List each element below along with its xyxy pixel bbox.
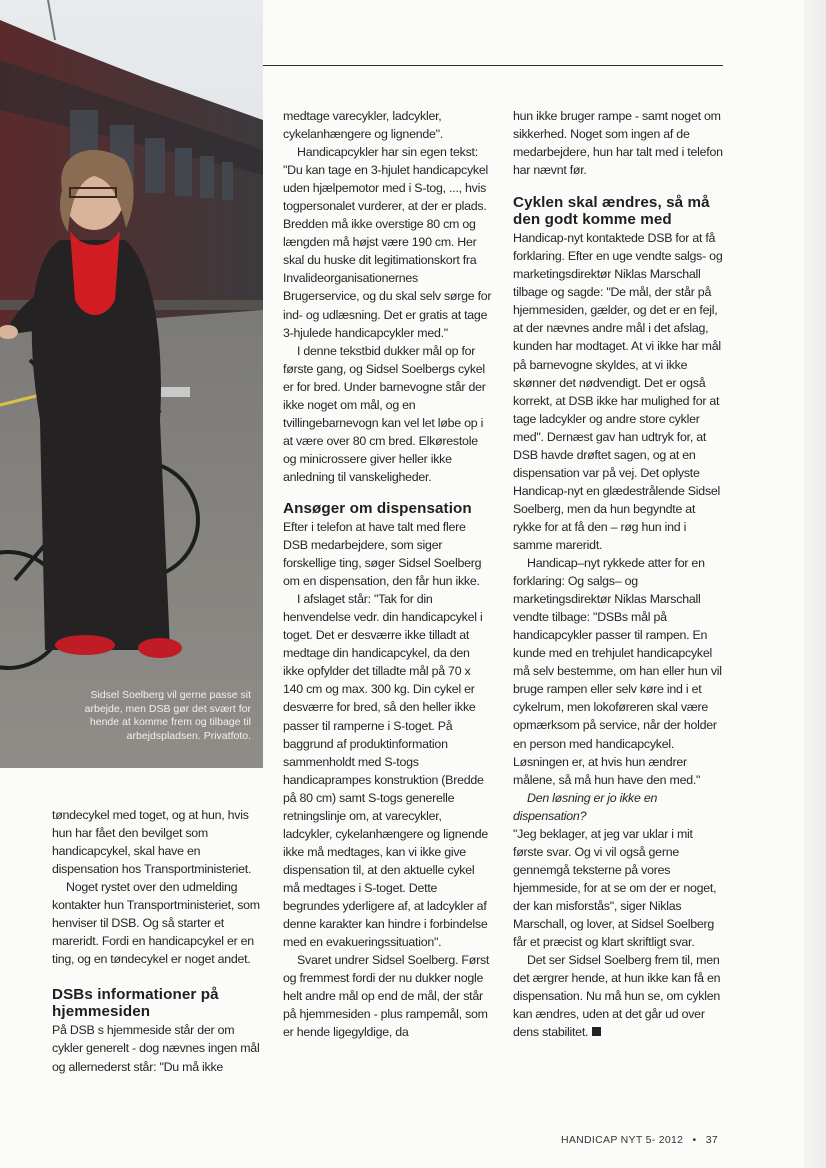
paragraph: I denne tekstbid dukker mål op for første gang, og Sidsel Soelbergs cykel er for bred. Under barnevogne står der ikke noget om mål, og en tvillingebarnevogn kan vel let løbe op i at være over 80 cm bred. Elkørestole og minicrossere giver heller ikke anledning til vanskeligheder. (283, 343, 486, 484)
caption-line: Sidsel Soelberg vil gerne passe sit (90, 689, 251, 701)
text-column-1 (52, 806, 264, 1076)
paragraph (513, 951, 726, 1041)
caption-line: arbejdspladsen. Privatfoto. (126, 729, 251, 742)
caption-line: arbejde, men DSB gør det svært for (84, 702, 251, 715)
caption-line: hende at komme frem og tilbage til (89, 716, 251, 729)
paragraph: Svaret undrer Sidsel Soelberg. Først og fremmest fordi der nu dukker nogle helt andre mål op end de mål, der står på hjemmesiden - plus rampemål, som er hende ligegyldige, da (283, 953, 490, 1040)
woman-with-bicycle-photo (0, 0, 263, 768)
paragraph: Efter i telefon at have talt med flere DSB medarbejdere, som siger forskellige ting, søger Sidsel Soelberg om en dispensation, den får hun ikke. (283, 519, 482, 589)
publication-name: HANDICAP NYT 5- 2012 (560, 1134, 684, 1146)
paragraph: Den løsning er jo ikke en dispensation? (513, 790, 658, 823)
section-heading: DSBs informationer på hjemmesiden (52, 986, 219, 1021)
paragraph: Handicapcykler har sin egen tekst: "Du kan tage en 3-hjulet handicapcykel uden hjælpemotor med i S-tog, ..., hvis togpersonalet vurderer, at der er plads. Bredden må ikke overstige 80 cm og længden må højst være 190 cm. Her skal du huske dit legitimationskort fra Invalideorganisationernes Brugerservice, og du skal selv sørge for ind- og udlæsning. Det er gratis at tage 3-hjulede handicapcykler med." (283, 145, 492, 340)
header-rule (263, 65, 723, 66)
photo-caption (16, 689, 251, 743)
page-number: 37 (705, 1134, 718, 1146)
paragraph-text: Det ser Sidsel Soelberg frem til, men det ærgrer hende, at hun ikke kan få en dispensation. Nu må hun se, om cyklen kan ændres, uden at det går ud over dens stabilitet. (513, 953, 721, 1040)
paragraph: tøndecykel med toget, og at hun, hvis hun har fået den bevilget som handicapcykel, skal have en dispensation hos Transportministeriet. (52, 808, 252, 877)
paragraph: medtage varecykler, ladcykler, cykelanhængere og lignende". (283, 109, 443, 142)
paragraph: "Jeg beklager, at jeg var uklar i mit første svar. Og vi vil også gerne gennemgå teksterne på vores hjemmeside, for at se om der er noget, der kan misforstås", siger Niklas Marschall, og lover, at Sidsel Soelberg får et præcist og klart skriftligt svar. (513, 826, 717, 950)
article-photo (0, 0, 263, 768)
paragraph: Handicap–nyt rykkede atter for en forklaring: Og salgs– og marketingsdirektør Niklas Marschall vendte tilbage: "DSBs mål på handicapcykler passer til rampen. En kunde med en trehjulet handicapcykel må selv bestemme, om han eller hun vil bruge rampen eller selv køre ind i et cykelrum, men lokoføreren skal være opmærksom på service, når der holder en person med handicapcykel. Løsningen er, at hvis hun ændrer målene, så må hun have den med." (513, 556, 722, 787)
page-edge (804, 0, 826, 1168)
paragraph: I afslaget står: "Tak for din henvendelse vedr. din handicapcykel i toget. Det er desværre ikke tilladt at medtage din handicapcykel, da den ikke opfylder det tilladte mål på 70 x 140 cm og max. 300 kg. Din cykel er desværre for bred, så den heller ikke passer til ramperne i S-toget. På baggrund af produktinformation sammenholdt med S-togs handicaprampes konstruktion (Bredde på 80 cm) samt S-togs generelle retningslinje om, at varecykler, ladcykler, cykelanhængere og lignende ikke må medtages, kan vi ikke give dispensation til, at den aktuelle cykel må medtages i S-toget. Dette begrundes yderligere af, at ladcykler af denne karakter kan hindre i forbindelse med en evakueringssituation". (283, 592, 488, 950)
section-heading: Ansøger om dispensation (283, 499, 472, 517)
page-footer (561, 1134, 718, 1146)
footer-separator: • (692, 1134, 697, 1146)
paragraph: Noget rystet over den udmelding kontakter hun Transportministeriet, som henviser til DSB. Og så starter et mareridt. Fordi en handicapcykel er en ting, og en tøndecykel er noget andet. (52, 880, 260, 967)
text-column-2 (283, 107, 492, 1041)
paragraph: På DSB s hjemmeside står der om cykler generelt - dog nævnes ingen mål og allernederst står: "Du må ikke (52, 1023, 260, 1074)
paragraph: Handicap-nyt kontaktede DSB for at få forklaring. Efter en uge vendte salgs- og marketingsdirektør Niklas Marschall tilbage og sagde: "De mål, der står på hjemmesiden, gælder, og det er en fejl, at der nævnes andre mål i det afslag, kunden har modtaget. At vi ikke har mål på barnevogne skyldes, at vi ikke skønner det nødvendigt. Det er også korrekt, at DSB ikke har mulighed for at tage ladcykler og andre store cykler med". Dernæst gav han udtryk for, at DSB havde drøftet sagen, og at en dispensation var på vej. Det oplyste Handicap-nyt en glædestrålende Sidsel Soelberg, men da hun begyndte at rykke for at få den – røg hun ind i samme mareridt. (513, 231, 723, 552)
section-heading: Cyklen skal ændres, så må den godt komme med (513, 194, 710, 229)
end-mark-icon (592, 1027, 601, 1036)
text-column-3 (513, 107, 726, 1041)
paragraph: hun ikke bruger rampe - samt noget om sikkerhed. Noget som ingen af de medarbejdere, hun har talt med i telefon har nævnt før. (513, 109, 723, 178)
